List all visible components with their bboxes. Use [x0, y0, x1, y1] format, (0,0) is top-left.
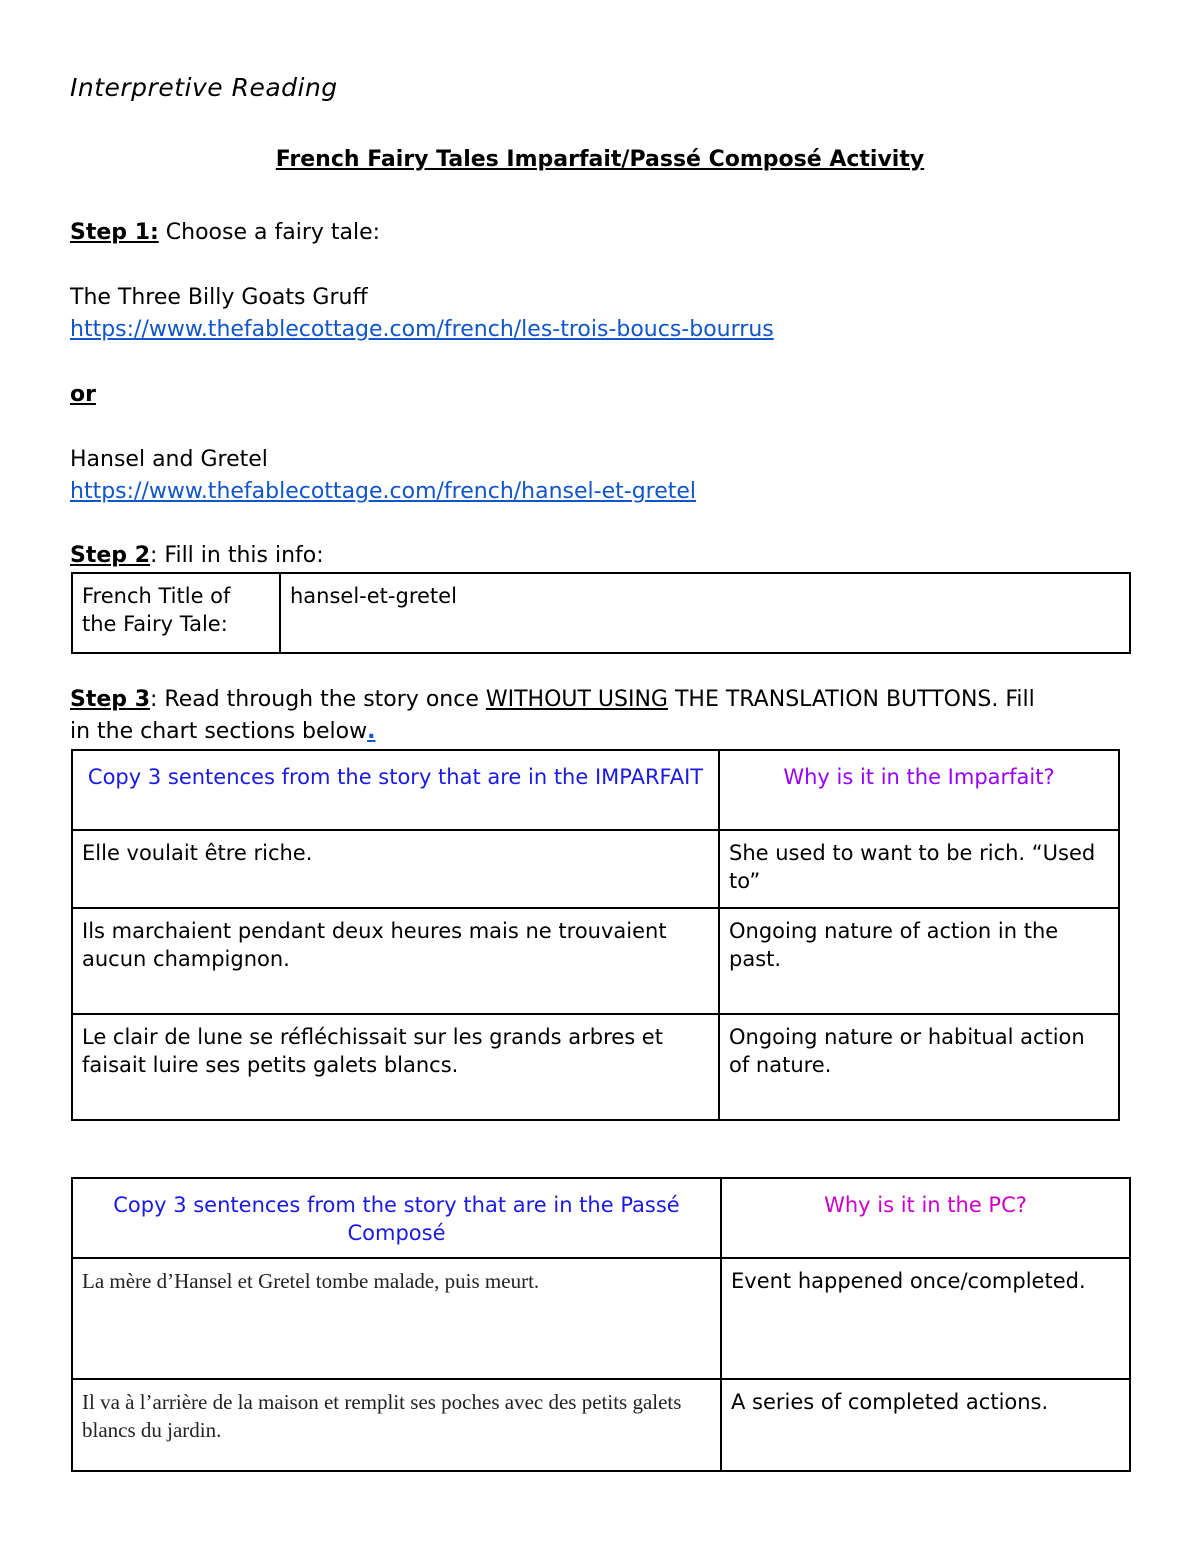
- pc-reason-2[interactable]: A series of completed actions.: [721, 1379, 1130, 1471]
- table-row: [72, 908, 1119, 1014]
- step3-text-line2: in the chart sections below: [70, 719, 368, 744]
- imparfait-col2-header: Why is it in the Imparfait?: [719, 750, 1119, 830]
- imparfait-sentence-1[interactable]: Elle voulait être riche.: [72, 830, 719, 908]
- table-row: [72, 1258, 1130, 1379]
- step2-label: Step 2: [70, 543, 150, 568]
- imparfait-sentence-3[interactable]: Le clair de lune se réfléchissait sur les grands arbres et faisait luire ses petits galets blancs.: [72, 1014, 719, 1120]
- table-row: [72, 830, 1119, 908]
- imparfait-reason-1[interactable]: She used to want to be rich. “Used to”: [719, 830, 1119, 908]
- step2-text: : Fill in this info:: [150, 543, 324, 568]
- tale2-name: Hansel and Gretel: [70, 447, 268, 472]
- title-field-label: French Title of the Fairy Tale:: [72, 573, 280, 653]
- step1-line: [70, 218, 380, 248]
- title-field-value[interactable]: hansel-et-gretel: [280, 573, 1130, 653]
- title-info-table: [71, 572, 1131, 654]
- step3-line2: [70, 717, 375, 747]
- page-title: French Fairy Tales Imparfait/Passé Composé Activity: [275, 147, 925, 172]
- tale1-link[interactable]: https://www.thefablecottage.com/french/les-trois-boucs-bourrus: [70, 317, 774, 342]
- step3-text-b: THE TRANSLATION BUTTONS. Fill: [667, 687, 1035, 712]
- imparfait-reason-3[interactable]: Ongoing nature or habitual action of nature.: [719, 1014, 1119, 1120]
- pc-reason-1[interactable]: Event happened once/completed.: [721, 1258, 1130, 1379]
- tale1-name: The Three Billy Goats Gruff: [70, 285, 368, 310]
- pc-sentence-2[interactable]: Il va à l’arrière de la maison et remplit ses poches avec des petits galets blancs du jardin.: [72, 1379, 721, 1471]
- pc-sentence-1[interactable]: La mère d’Hansel et Gretel tombe malade, puis meurt.: [72, 1258, 721, 1379]
- tale2-link[interactable]: https://www.thefablecottage.com/french/hansel-et-gretel: [70, 479, 697, 504]
- or-text: or: [70, 382, 96, 407]
- document-label: Interpretive Reading: [70, 73, 338, 102]
- step3-text-a: : Read through the story once: [150, 687, 486, 712]
- step3-label: Step 3: [70, 687, 150, 712]
- imparfait-reason-2[interactable]: Ongoing nature of action in the past.: [719, 908, 1119, 1014]
- imparfait-col1-header: Copy 3 sentences from the story that are in the IMPARFAIT: [72, 750, 719, 830]
- pc-table: [71, 1177, 1131, 1472]
- pc-col2-header: Why is it in the PC?: [721, 1178, 1130, 1258]
- table-row: [72, 1014, 1119, 1120]
- step1-text: Choose a fairy tale:: [158, 220, 381, 245]
- table-row: [72, 1379, 1130, 1471]
- step1-label: Step 1:: [70, 220, 159, 245]
- imparfait-table: [71, 749, 1120, 1121]
- imparfait-sentence-2[interactable]: Ils marchaient pendant deux heures mais ne trouvaient aucun champignon.: [72, 908, 719, 1014]
- step2-line: [70, 541, 324, 571]
- step3-line: [70, 685, 1035, 715]
- step3-text-underlined: WITHOUT USING: [485, 687, 668, 712]
- step3-text-end: .: [367, 719, 376, 744]
- pc-col1-header: Copy 3 sentences from the story that are in the Passé Composé: [72, 1178, 721, 1258]
